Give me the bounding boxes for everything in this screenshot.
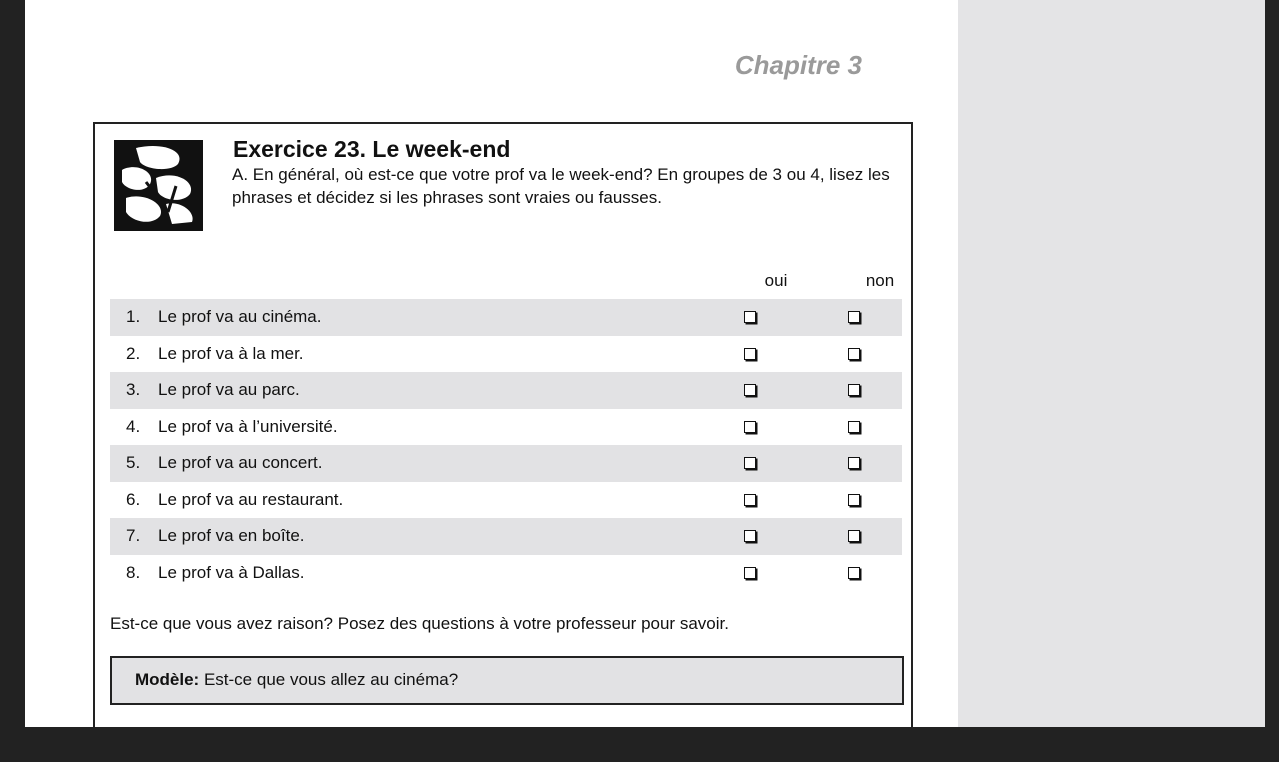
non-checkbox[interactable] [848,384,860,396]
model-box [110,656,904,705]
list-item [110,482,902,519]
item-text: Le prof va au restaurant. [158,489,344,509]
list-item [110,372,902,409]
side-panel [958,0,1265,727]
item-number: 1. [126,307,141,327]
item-text: Le prof va en boîte. [158,526,305,546]
item-text: Le prof va au cinéma. [158,307,322,327]
item-text: Le prof va à la mer. [158,343,304,363]
non-checkbox[interactable] [848,530,860,542]
oui-checkbox[interactable] [744,530,756,542]
oui-checkbox[interactable] [744,457,756,469]
closing-instruction: Est-ce que vous avez raison? Posez des questions à votre professeur pour savoir. [110,614,729,633]
exercise-instructions: A. En général, où est-ce que votre prof va le week-end? En groupes de 3 ou 4, lisez les phrases et décidez si les phrases sont vraies ou fausses. [232,165,890,207]
non-checkbox[interactable] [848,421,860,433]
item-text: Le prof va au parc. [158,380,300,400]
oui-checkbox[interactable] [744,384,756,396]
list-item [110,445,902,482]
list-item [110,299,902,336]
oui-checkbox[interactable] [744,348,756,360]
item-text: Le prof va à l’université. [158,416,338,436]
non-checkbox[interactable] [848,311,860,323]
non-checkbox[interactable] [848,348,860,360]
list-item [110,555,902,592]
item-number: 2. [126,343,141,363]
item-number: 8. [126,562,141,582]
item-number: 6. [126,489,141,509]
list-item [110,409,902,446]
list-item [110,336,902,373]
model-label: Modèle: [135,670,200,689]
item-number: 7. [126,526,141,546]
statement-list [110,299,902,591]
list-item [110,518,902,555]
column-header-non: non [865,271,895,290]
model-text: Est-ce que vous allez au cinéma? [199,670,459,689]
exercise-illustration-icon [114,140,203,231]
item-number: 5. [126,453,141,473]
oui-checkbox[interactable] [744,494,756,506]
model-line [135,670,458,690]
oui-checkbox[interactable] [744,311,756,323]
non-checkbox[interactable] [848,567,860,579]
oui-checkbox[interactable] [744,567,756,579]
non-checkbox[interactable] [848,494,860,506]
item-number: 3. [126,380,141,400]
column-header-oui: oui [764,271,788,290]
item-number: 4. [126,416,141,436]
oui-checkbox[interactable] [744,421,756,433]
item-text: Le prof va à Dallas. [158,562,305,582]
non-checkbox[interactable] [848,457,860,469]
exercise-title: Exercice 23. Le week-end [233,136,511,162]
chapter-heading: Chapitre 3 [734,50,862,80]
item-text: Le prof va au concert. [158,453,323,473]
